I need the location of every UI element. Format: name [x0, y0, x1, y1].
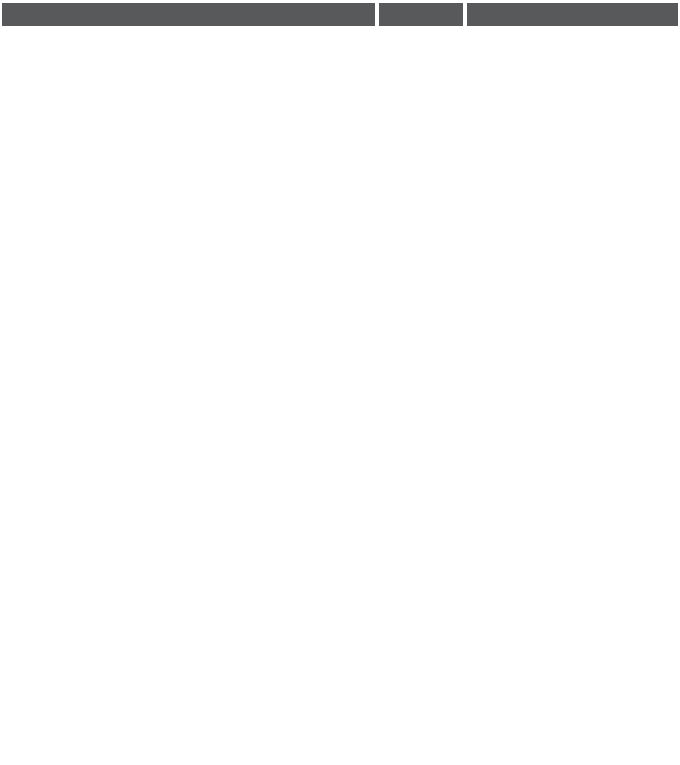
header-model-value: [467, 3, 678, 26]
header-unit-label: [379, 3, 463, 26]
header-model-label: [2, 3, 375, 26]
table-header: [2, 3, 678, 26]
